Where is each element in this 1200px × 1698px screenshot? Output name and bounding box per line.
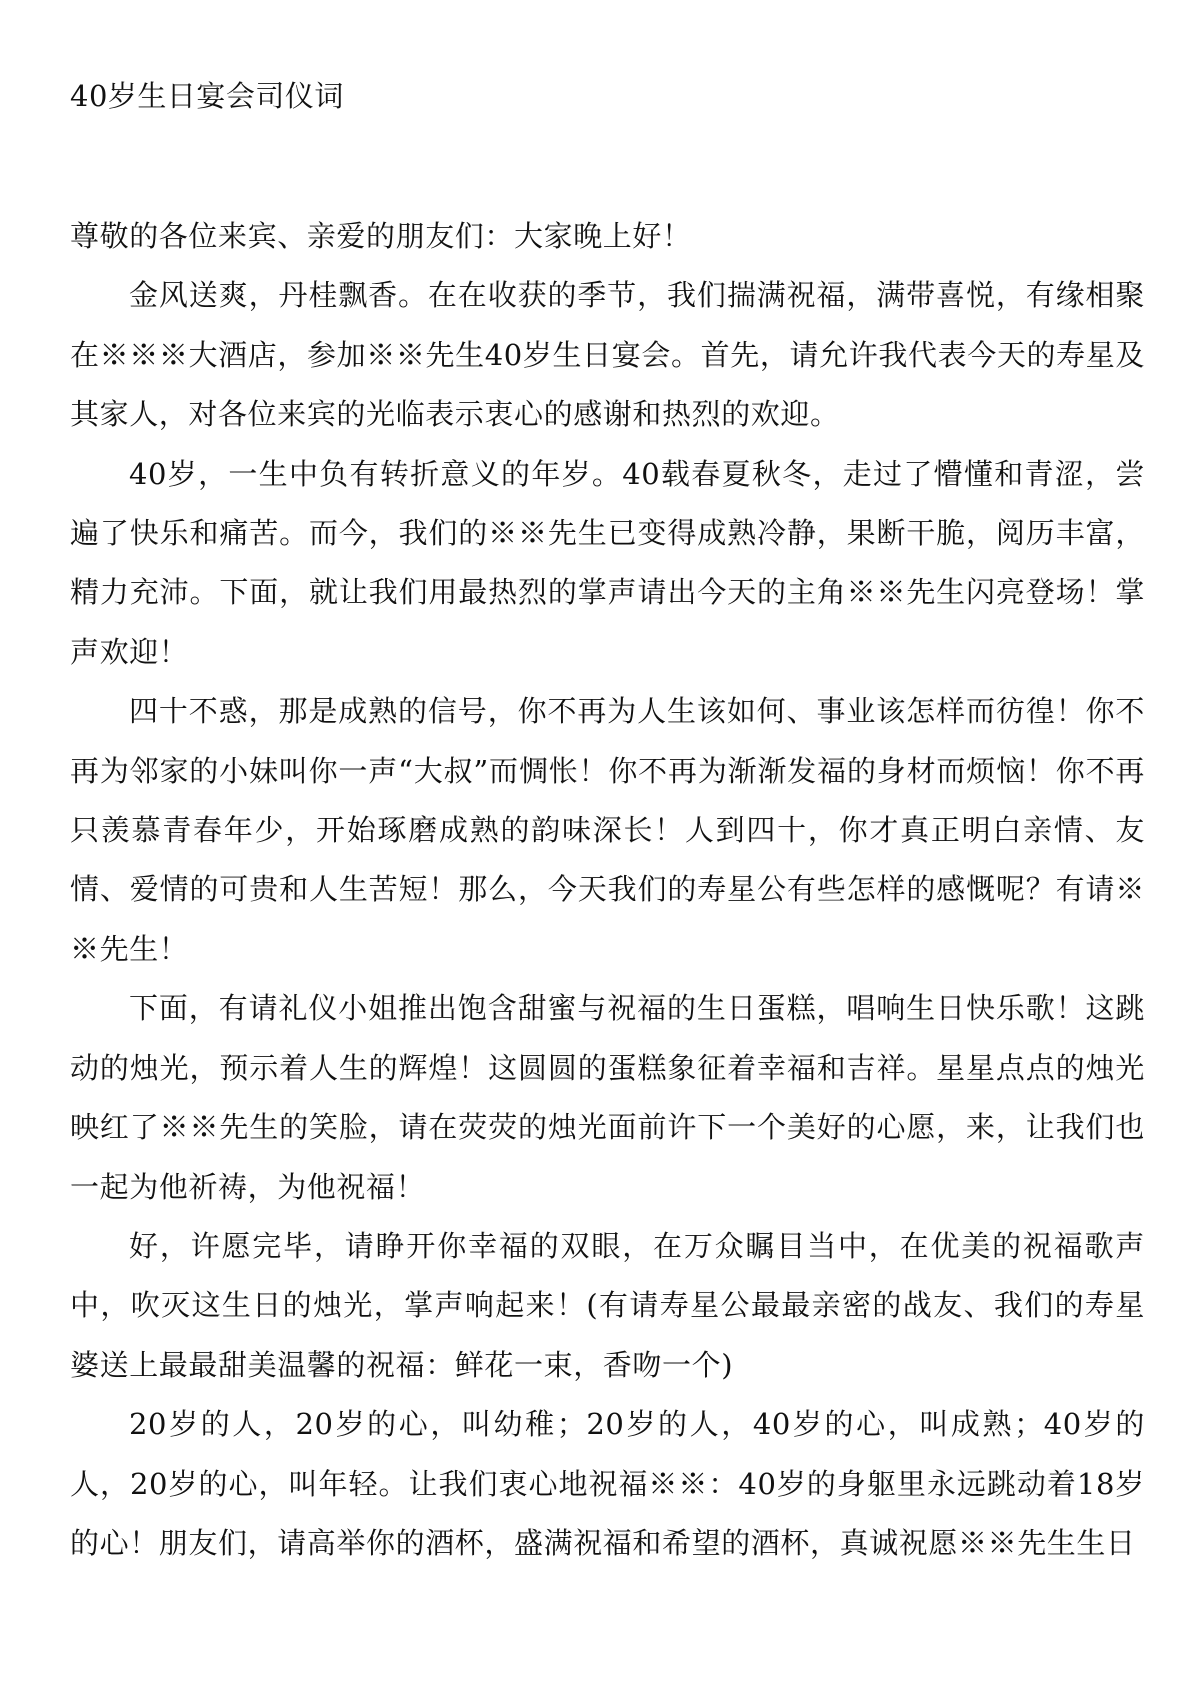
cake-paragraph: 下面，有请礼仪小姐推出饱含甜蜜与祝福的生日蛋糕，唱响生日快乐歌！这跳动的烛光，预示着人生的辉煌！这圆圆的蛋糕象征着幸福和吉祥。星星点点的烛光映红了※※先生的笑脸，请在荧荧的烛光面前许下一个美好的心愿，来，让我们也一起为他祈祷，为他祝福！	[70, 991, 1145, 1204]
toast-paragraph: 20岁的人，20岁的心，叫幼稚；20岁的人，40岁的心，叫成熟；40岁的人，20岁的心，叫年轻。让我们衷心地祝福※※：40岁的身躯里永远跳动着18岁的心！朋友们，请高举你的酒杯，盛满祝福和希望的酒杯，真诚祝愿※※先生生日	[70, 1407, 1145, 1560]
document-title: 40岁生日宴会司仪词	[70, 79, 344, 113]
opening-paragraph: 金风送爽，丹桂飘香。在在收获的季节，我们揣满祝福，满带喜悦，有缘相聚在※※※大酒店，参加※※先生40岁生日宴会。首先，请允许我代表今天的寿星及其家人，对各位来宾的光临表示衷心的感谢和热烈的欢迎。	[70, 278, 1145, 432]
introduction-paragraph: 40岁，一生中负有转折意义的年岁。40载春夏秋冬，走过了懵懂和青涩，尝遍了快乐和痛苦。而今，我们的※※先生已变得成熟冷静，果断干脆，阅历丰富，精力充沛。下面，就让我们用最热烈的掌声请出今天的主角※※先生闪亮登场！掌声欢迎！	[70, 456, 1145, 669]
wish-paragraph: 好，许愿完毕，请睁开你幸福的双眼，在万众瞩目当中，在优美的祝福歌声中，吹灭这生日的烛光，掌声响起来！(有请寿星公最最亲密的战友、我们的寿星婆送上最最甜美温馨的祝福：鲜花一束，香吻一个)	[70, 1228, 1145, 1382]
reflection-paragraph: 四十不惑，那是成熟的信号，你不再为人生该如何、事业该怎样而彷徨！你不再为邻家的小妹叫你一声“大叔”而惆怅！你不再为渐渐发福的身材而烦恼！你不再只羡慕青春年少，开始琢磨成熟的韵味深长！人到四十，你才真正明白亲情、友情、爱情的可贵和人生苦短！那么，今天我们的寿星公有些怎样的感慨呢？有请※※先生！	[70, 694, 1145, 966]
document-body	[70, 207, 1145, 1573]
greeting-paragraph: 尊敬的各位来宾、亲爱的朋友们：大家晚上好！	[70, 219, 692, 253]
